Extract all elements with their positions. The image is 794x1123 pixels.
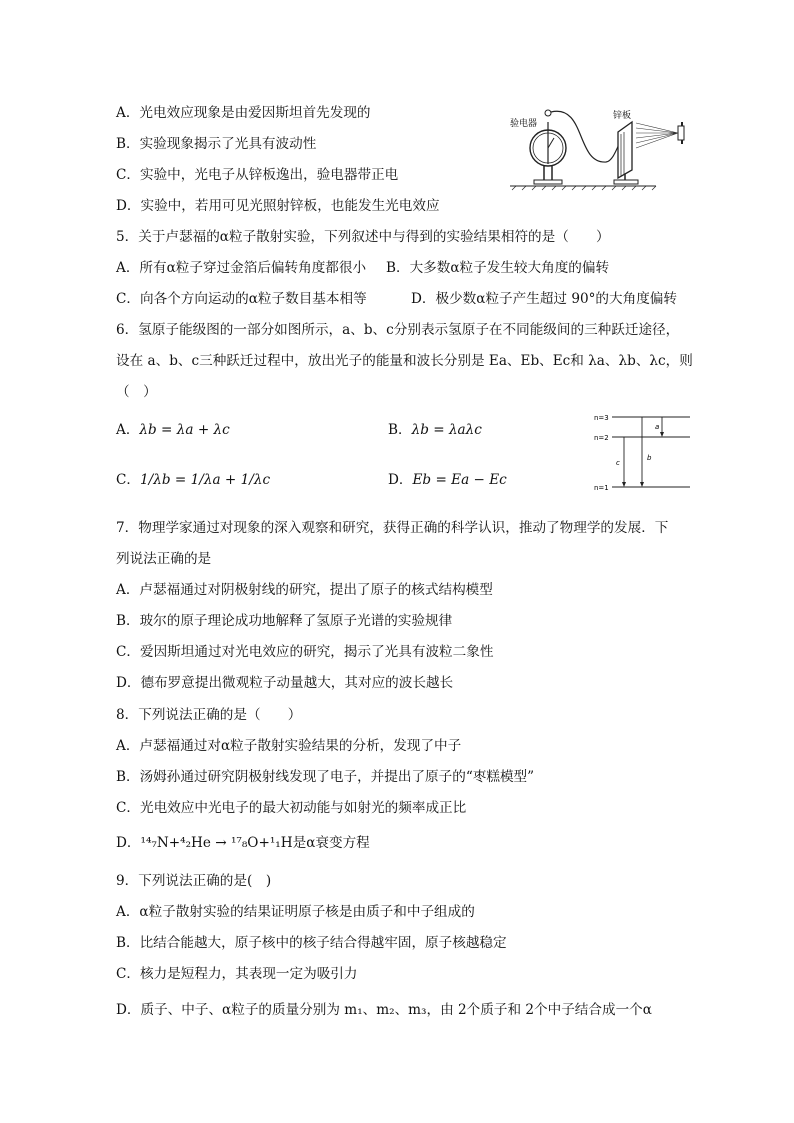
transition-b-label: b xyxy=(647,454,652,462)
zinc-plate-label: 锌板 xyxy=(613,111,632,121)
q6-option-a xyxy=(116,420,230,440)
q5-option-a: A．所有α粒子穿过金箔后偏转角度都很小 xyxy=(116,260,367,276)
q7-option-d: D．德布罗意提出微观粒子动量越大，其对应的波长越长 xyxy=(116,675,454,691)
q6-option-d xyxy=(388,470,507,490)
level-n1-label: n=1 xyxy=(594,484,609,492)
q6-option-a-formula: λb = λa + λc xyxy=(139,422,230,438)
q9-stem: 9．下列说法正确的是( ) xyxy=(116,873,272,889)
q6-option-a-label: A． xyxy=(116,422,140,438)
transition-c-label: c xyxy=(616,459,620,467)
q4-option-a: A．光电效应现象是由爱因斯坦首先发现的 xyxy=(116,105,371,121)
q6-option-c-term1: 1/λa xyxy=(190,472,221,488)
q6-stem-line2: 设在 a、b、c三种跃迁过程中，放出光子的能量和波长分别是 Ea、Eb、Ec和 λa、λb、λc，则 xyxy=(116,353,693,369)
level-n3-label: n=3 xyxy=(594,414,609,422)
q8-option-d-tail: 是α衰变方程 xyxy=(292,835,370,851)
q8-option-b: B．汤姆孙通过研究阴极射线发现了电子，并提出了原子的“枣糕模型” xyxy=(116,769,535,785)
q7-option-a: A．卢瑟福通过对阴极射线的研究，提出了原子的核式结构模型 xyxy=(116,582,493,598)
q8-option-d-label: D． xyxy=(116,835,141,851)
q4-option-b: B．实验现象揭示了光具有波动性 xyxy=(116,136,317,152)
q6-option-c: C．1/λb = 1/λa + 1/λc xyxy=(116,472,271,488)
q6-option-c-label: C． xyxy=(116,472,140,488)
q6-stem-line3: （ ） xyxy=(116,384,157,400)
q6-option-b-label: B． xyxy=(388,422,412,438)
electroscope-label: 验电器 xyxy=(510,119,538,129)
energy-level-diagram xyxy=(594,410,704,496)
q6-option-b xyxy=(388,420,482,440)
q9-option-b: B．比结合能越大，原子核中的核子结合得越牢固，原子核越稳定 xyxy=(116,935,507,951)
q5-option-b: B．大多数α粒子发生较大角度的偏转 xyxy=(386,260,610,276)
q6-option-d-label: D． xyxy=(388,472,413,488)
q5-stem: 5．关于卢瑟福的α粒子散射实验，下列叙述中与得到的实验结果相符的是（ ） xyxy=(116,229,610,245)
q6-option-b-formula: λb = λaλc xyxy=(411,422,482,438)
q8-option-d xyxy=(116,833,370,853)
q8-stem: 8．下列说法正确的是（ ） xyxy=(116,707,302,723)
q6-option-c-term2: 1/λc xyxy=(240,472,271,488)
q8-option-c: C．光电效应中光电子的最大初动能与如射光的频率成正比 xyxy=(116,800,467,816)
q5-option-c: C．向各个方向运动的α粒子数目基本相等 xyxy=(116,291,367,307)
q9-option-c: C．核力是短程力，其表现一定为吸引力 xyxy=(116,966,358,982)
q7-option-c: C．爱因斯坦通过对光电效应的研究，揭示了光具有波粒二象性 xyxy=(116,644,494,660)
q6-option-c-lhs: 1/λb xyxy=(140,472,171,488)
q9-option-a: A．α粒子散射实验的结果证明原子核是由质子和中子组成的 xyxy=(116,904,475,920)
q7-stem-line2: 列说法正确的是 xyxy=(116,551,212,567)
q4-option-c: C．实验中，光电子从锌板逸出，验电器带正电 xyxy=(116,167,399,183)
transition-a-label: a xyxy=(655,423,660,431)
photoelectric-apparatus-figure xyxy=(506,104,696,194)
q4-option-d: D．实验中，若用可见光照射锌板，也能发生光电效应 xyxy=(116,198,440,214)
level-n2-label: n=2 xyxy=(594,434,609,442)
q7-option-b: B．玻尔的原子理论成功地解释了氢原子光谱的实验规律 xyxy=(116,613,453,629)
q5-option-d: D．极少数α粒子产生超过 90°的大角度偏转 xyxy=(411,291,677,307)
q9-option-d: D．质子、中子、α粒子的质量分别为 m₁、m₂、m₃，由 2个质子和 2个中子结合成一个α xyxy=(116,1002,652,1018)
q8-nuclear-equation: ¹⁴₇N+⁴₂He → ¹⁷₈O+¹₁H xyxy=(140,835,293,851)
q6-stem-line1: 6．氢原子能级图的一部分如图所示，a、b、c分别表示氢原子在不同能级间的三种跃迁途径， xyxy=(116,322,680,338)
q7-stem-line1: 7．物理学家通过对现象的深入观察和研究，获得正确的科学认识，推动了物理学的发展．下 xyxy=(116,520,669,536)
q8-option-a: A．卢瑟福通过对α粒子散射实验结果的分析，发现了中子 xyxy=(116,738,462,754)
q6-option-d-formula: Eb = Ea − Ec xyxy=(412,472,507,488)
